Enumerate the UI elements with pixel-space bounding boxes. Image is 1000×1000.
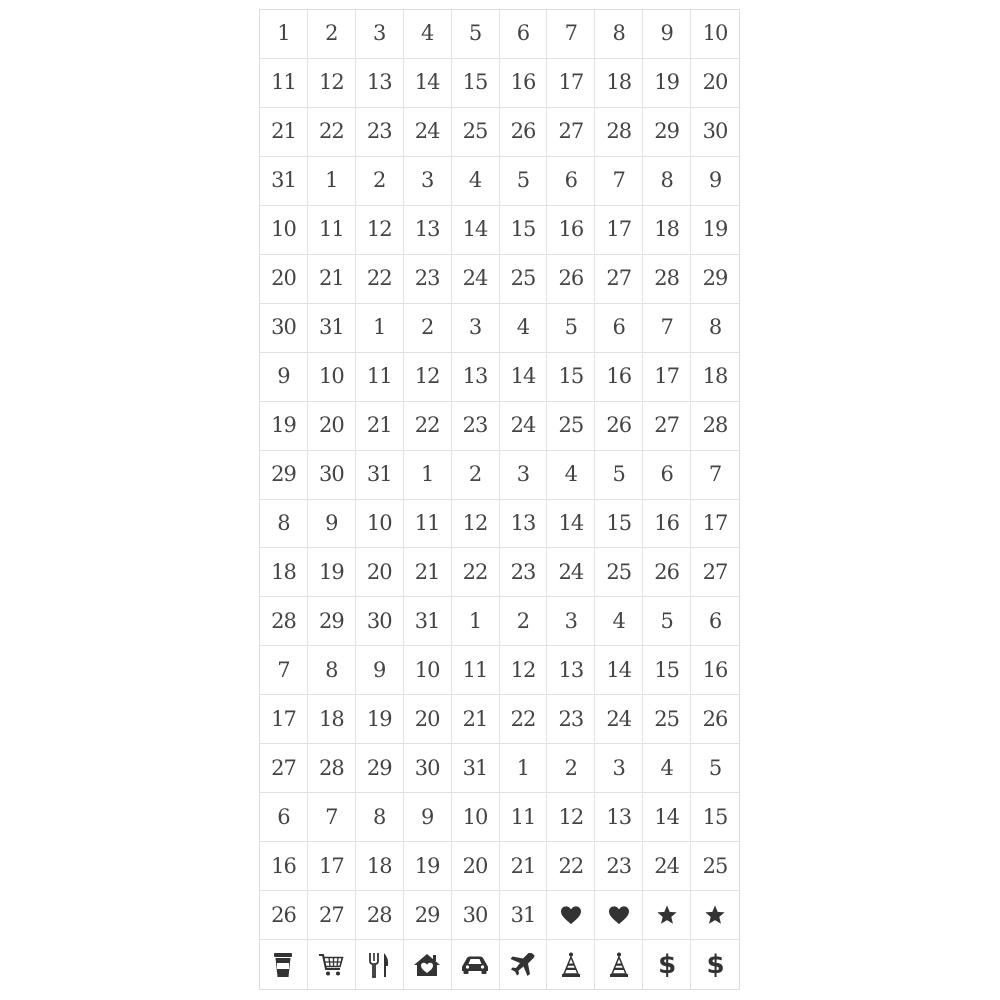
date-sticker: 4: [452, 157, 500, 206]
sticker-sheet: [259, 9, 740, 990]
date-sticker: 12: [452, 500, 500, 549]
date-sticker: 1: [452, 597, 500, 646]
date-sticker: 26: [260, 891, 308, 940]
date-sticker: 30: [404, 744, 452, 793]
date-sticker: 10: [404, 646, 452, 695]
date-sticker: 6: [260, 793, 308, 842]
date-sticker: 16: [260, 842, 308, 891]
date-sticker: 27: [308, 891, 356, 940]
date-sticker: 2: [356, 157, 404, 206]
date-sticker: 21: [404, 548, 452, 597]
date-sticker: 31: [308, 304, 356, 353]
date-sticker: 24: [404, 108, 452, 157]
date-sticker: 8: [260, 500, 308, 549]
date-sticker: 18: [691, 353, 739, 402]
star-icon: [691, 891, 739, 940]
date-sticker: 5: [452, 10, 500, 59]
car-icon: [452, 940, 500, 989]
date-sticker: 21: [260, 108, 308, 157]
date-sticker: 4: [643, 744, 691, 793]
date-sticker: 17: [308, 842, 356, 891]
date-sticker: 30: [691, 108, 739, 157]
date-sticker: 15: [691, 793, 739, 842]
heart-icon: [595, 891, 643, 940]
date-sticker: 21: [500, 842, 548, 891]
date-sticker: 13: [547, 646, 595, 695]
date-sticker: 28: [308, 744, 356, 793]
date-sticker: 20: [452, 842, 500, 891]
date-sticker: 22: [452, 548, 500, 597]
date-sticker: 7: [260, 646, 308, 695]
date-sticker: 13: [404, 206, 452, 255]
date-sticker: 29: [404, 891, 452, 940]
date-sticker: 26: [595, 402, 643, 451]
date-sticker: 7: [595, 157, 643, 206]
date-sticker: 8: [691, 304, 739, 353]
date-sticker: 25: [595, 548, 643, 597]
date-sticker: 10: [356, 500, 404, 549]
date-sticker: 19: [643, 59, 691, 108]
date-sticker: 5: [547, 304, 595, 353]
date-sticker: 23: [452, 402, 500, 451]
date-sticker: 8: [308, 646, 356, 695]
date-sticker: 12: [547, 793, 595, 842]
date-sticker: 31: [452, 744, 500, 793]
date-sticker: 19: [691, 206, 739, 255]
date-sticker: 24: [452, 255, 500, 304]
date-sticker: 28: [643, 255, 691, 304]
date-sticker: 19: [260, 402, 308, 451]
date-sticker: 1: [308, 157, 356, 206]
date-sticker: 25: [452, 108, 500, 157]
heart-icon: [547, 891, 595, 940]
date-sticker: 7: [547, 10, 595, 59]
date-sticker: 13: [595, 793, 643, 842]
date-sticker: 25: [547, 402, 595, 451]
date-sticker: 1: [500, 744, 548, 793]
date-sticker: 23: [356, 108, 404, 157]
date-sticker: 11: [452, 646, 500, 695]
date-sticker: 2: [500, 597, 548, 646]
date-sticker: 12: [308, 59, 356, 108]
date-sticker: 22: [308, 108, 356, 157]
date-sticker: 2: [452, 451, 500, 500]
date-sticker: 16: [691, 646, 739, 695]
date-sticker: 17: [260, 695, 308, 744]
date-sticker: 23: [547, 695, 595, 744]
date-sticker: 19: [404, 842, 452, 891]
date-sticker: 21: [452, 695, 500, 744]
date-sticker: 19: [308, 548, 356, 597]
date-sticker: 14: [547, 500, 595, 549]
date-sticker: 5: [595, 451, 643, 500]
date-sticker: 3: [500, 451, 548, 500]
date-sticker: 6: [547, 157, 595, 206]
date-sticker: 30: [356, 597, 404, 646]
date-sticker: 26: [691, 695, 739, 744]
date-sticker: 16: [500, 59, 548, 108]
date-sticker: 22: [404, 402, 452, 451]
date-sticker: 23: [404, 255, 452, 304]
date-sticker: 16: [643, 500, 691, 549]
coffee-cup-icon: [260, 940, 308, 989]
date-sticker: 7: [643, 304, 691, 353]
date-sticker: 3: [356, 10, 404, 59]
dollar-icon: $: [706, 949, 724, 980]
date-sticker: 28: [595, 108, 643, 157]
date-sticker: 12: [404, 353, 452, 402]
shopping-cart-icon: [308, 940, 356, 989]
date-sticker: 22: [356, 255, 404, 304]
date-sticker: 2: [308, 10, 356, 59]
date-sticker: 28: [356, 891, 404, 940]
date-sticker: 15: [595, 500, 643, 549]
date-sticker: 24: [643, 842, 691, 891]
date-sticker: 16: [547, 206, 595, 255]
date-sticker: 27: [547, 108, 595, 157]
date-sticker: 27: [691, 548, 739, 597]
date-sticker: 17: [595, 206, 643, 255]
date-sticker: 24: [500, 402, 548, 451]
date-sticker: 29: [643, 108, 691, 157]
date-sticker: 18: [308, 695, 356, 744]
date-sticker: 1: [404, 451, 452, 500]
date-sticker: 26: [547, 255, 595, 304]
date-sticker: 13: [500, 500, 548, 549]
date-sticker: 4: [595, 597, 643, 646]
date-sticker: 31: [356, 451, 404, 500]
date-sticker: 6: [500, 10, 548, 59]
date-sticker: 2: [547, 744, 595, 793]
date-sticker: 4: [500, 304, 548, 353]
date-sticker: 15: [643, 646, 691, 695]
date-sticker: 23: [500, 548, 548, 597]
date-sticker: 17: [547, 59, 595, 108]
date-sticker: 21: [356, 402, 404, 451]
date-sticker: 27: [595, 255, 643, 304]
date-sticker: 2: [404, 304, 452, 353]
date-sticker: 7: [308, 793, 356, 842]
date-sticker: 11: [404, 500, 452, 549]
fork-knife-icon: [356, 940, 404, 989]
party-hat-icon: [595, 940, 643, 989]
date-sticker: 8: [595, 10, 643, 59]
date-sticker: 9: [356, 646, 404, 695]
date-sticker: 7: [691, 451, 739, 500]
date-sticker: 14: [595, 646, 643, 695]
date-sticker: 30: [260, 304, 308, 353]
date-sticker: 9: [260, 353, 308, 402]
date-sticker: 20: [260, 255, 308, 304]
date-sticker: 18: [595, 59, 643, 108]
date-sticker: 4: [547, 451, 595, 500]
date-sticker: 19: [356, 695, 404, 744]
date-sticker: 5: [500, 157, 548, 206]
date-sticker: 14: [404, 59, 452, 108]
date-sticker: 26: [643, 548, 691, 597]
date-sticker: 22: [547, 842, 595, 891]
date-sticker: 8: [356, 793, 404, 842]
date-sticker: 31: [500, 891, 548, 940]
date-sticker: 14: [452, 206, 500, 255]
date-sticker: 18: [260, 548, 308, 597]
date-sticker: 22: [500, 695, 548, 744]
date-sticker: 13: [356, 59, 404, 108]
date-sticker: 25: [691, 842, 739, 891]
date-sticker: 9: [308, 500, 356, 549]
date-sticker: 16: [595, 353, 643, 402]
date-sticker: 10: [691, 10, 739, 59]
date-sticker: 28: [691, 402, 739, 451]
date-sticker: 29: [260, 451, 308, 500]
date-sticker: 4: [404, 10, 452, 59]
date-sticker: 17: [643, 353, 691, 402]
date-sticker: 31: [260, 157, 308, 206]
date-sticker: 11: [356, 353, 404, 402]
date-sticker: 11: [260, 59, 308, 108]
date-sticker: 13: [452, 353, 500, 402]
date-sticker: 24: [595, 695, 643, 744]
party-hat-icon: [547, 940, 595, 989]
date-sticker: 9: [643, 10, 691, 59]
date-sticker: 29: [308, 597, 356, 646]
date-sticker: 26: [500, 108, 548, 157]
date-sticker: 24: [547, 548, 595, 597]
date-sticker: 9: [404, 793, 452, 842]
date-sticker: 6: [595, 304, 643, 353]
date-sticker: 15: [452, 59, 500, 108]
date-sticker: 6: [691, 597, 739, 646]
date-sticker: 1: [356, 304, 404, 353]
date-sticker: 1: [260, 10, 308, 59]
date-sticker: 14: [643, 793, 691, 842]
date-sticker: 20: [691, 59, 739, 108]
date-sticker: 11: [308, 206, 356, 255]
date-sticker: 30: [452, 891, 500, 940]
airplane-icon: [500, 940, 548, 989]
date-sticker: 21: [308, 255, 356, 304]
date-sticker: 25: [500, 255, 548, 304]
date-sticker: 30: [308, 451, 356, 500]
date-sticker: 27: [643, 402, 691, 451]
date-sticker: 3: [547, 597, 595, 646]
date-sticker: 14: [500, 353, 548, 402]
dollar-icon: $: [643, 940, 691, 989]
date-sticker: 12: [500, 646, 548, 695]
date-sticker: 3: [404, 157, 452, 206]
date-sticker: 29: [691, 255, 739, 304]
date-sticker: 15: [500, 206, 548, 255]
date-sticker: 28: [260, 597, 308, 646]
date-sticker: 9: [691, 157, 739, 206]
date-sticker: 31: [404, 597, 452, 646]
date-sticker: 6: [643, 451, 691, 500]
date-sticker: 12: [356, 206, 404, 255]
date-sticker: 27: [260, 744, 308, 793]
date-sticker: 18: [356, 842, 404, 891]
date-sticker: 10: [260, 206, 308, 255]
date-sticker: 3: [595, 744, 643, 793]
date-sticker: 8: [643, 157, 691, 206]
date-sticker: 5: [643, 597, 691, 646]
date-sticker: 29: [356, 744, 404, 793]
date-sticker: 10: [452, 793, 500, 842]
date-sticker: 5: [691, 744, 739, 793]
date-sticker: 20: [404, 695, 452, 744]
date-sticker: 3: [452, 304, 500, 353]
date-sticker: 15: [547, 353, 595, 402]
date-sticker: 23: [595, 842, 643, 891]
star-icon: [643, 891, 691, 940]
date-sticker: 17: [691, 500, 739, 549]
date-sticker: 11: [500, 793, 548, 842]
date-sticker: 18: [643, 206, 691, 255]
house-heart-icon: [404, 940, 452, 989]
date-sticker: 10: [308, 353, 356, 402]
date-sticker: 20: [356, 548, 404, 597]
date-sticker: 20: [308, 402, 356, 451]
date-sticker: 25: [643, 695, 691, 744]
